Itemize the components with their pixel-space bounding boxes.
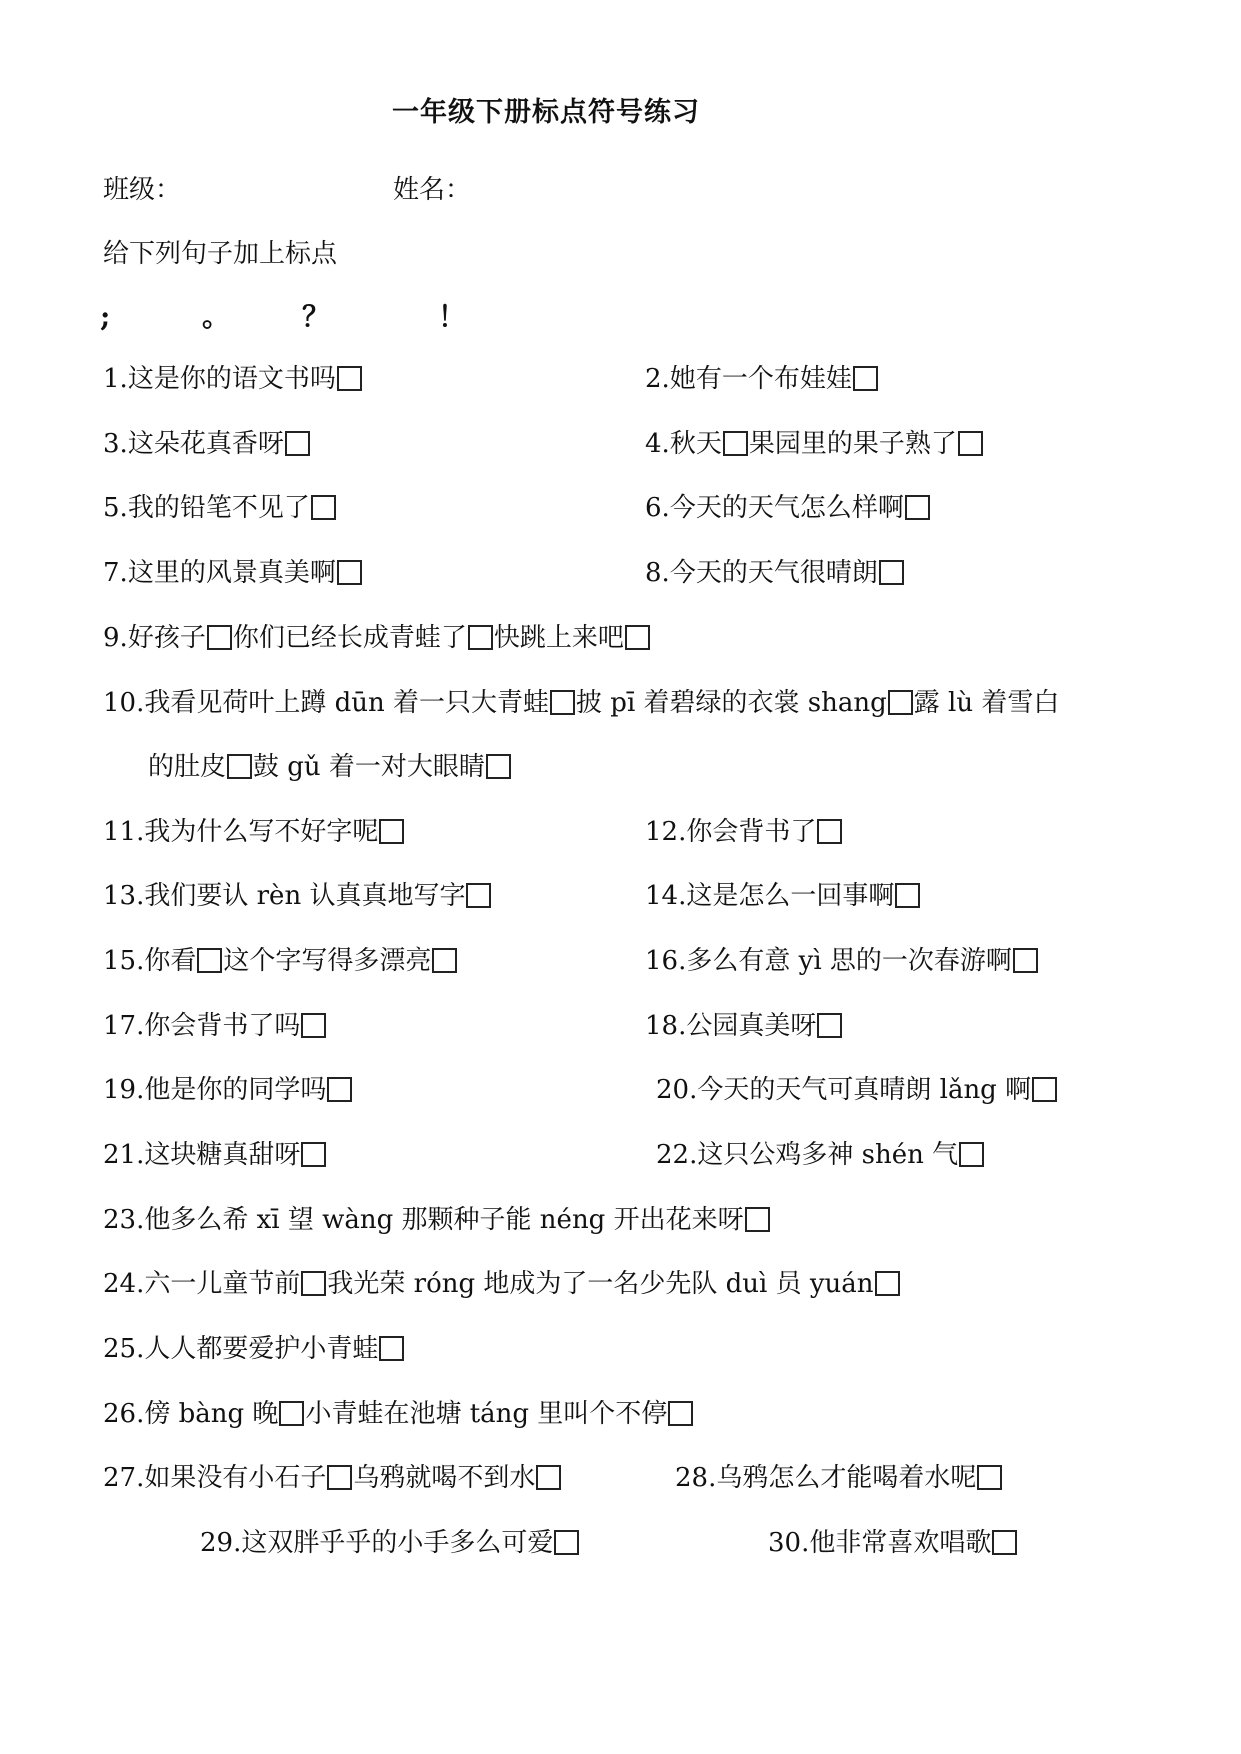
item-text: 披 pī 着碧绿的衣裳 shang [576,688,887,718]
item-text: 果园里的果子熟了 [748,429,957,459]
item-number: 6. [645,493,670,523]
exercise-item [103,1267,901,1301]
item-text: 多么有意 yì 思的一次春游啊 [686,946,1012,976]
item-number: 24. [103,1269,145,1299]
answer-box[interactable] [895,883,920,908]
exercise-item [103,1203,771,1237]
item-number: 1. [103,364,128,394]
item-number: 7. [103,558,128,588]
answer-box[interactable] [905,495,930,520]
answer-box[interactable] [536,1465,561,1490]
item-text: 这里的风景真美啊 [127,558,336,588]
item-text: 小青蛙在池塘 táng 里叫个不停 [305,1399,668,1429]
item-number: 29. [200,1528,242,1558]
item-number: 27. [103,1463,145,1493]
answer-box[interactable] [875,1271,900,1296]
answer-box[interactable] [554,1530,579,1555]
item-text: 今天的天气可真晴朗 lǎng 啊 [697,1075,1032,1105]
exercise-item [656,1138,985,1172]
answer-box[interactable] [466,883,491,908]
item-number: 3. [103,429,128,459]
answer-box[interactable] [301,1142,326,1167]
item-text: 他多么希 xī 望 wàng 那颗种子能 néng 开出花来呀 [144,1205,744,1235]
answer-box[interactable] [879,560,904,585]
answer-box[interactable] [486,754,511,779]
item-text: 秋天 [669,429,722,459]
exercise-item [645,491,931,525]
item-number: 5. [103,493,128,523]
item-text: 这朵花真香呀 [127,429,284,459]
item-text: 我的铅笔不见了 [127,493,310,523]
answer-box[interactable] [285,431,310,456]
item-text: 我光荣 róng 地成为了一名少先队 duì 员 yuán [327,1269,874,1299]
item-number: 8. [645,558,670,588]
answer-box[interactable] [958,431,983,456]
answer-box[interactable] [279,1401,304,1426]
exercise-item [103,815,405,849]
item-text: 公园真美呀 [686,1011,817,1041]
answer-box[interactable] [977,1465,1002,1490]
answer-box[interactable] [959,1142,984,1167]
item-text: 他是你的同学吗 [144,1075,327,1105]
exercise-item [645,879,921,913]
answer-box[interactable] [197,948,222,973]
exercise-item [645,944,1039,978]
item-text: 他非常喜欢唱歌 [809,1528,992,1558]
answer-box[interactable] [327,1077,352,1102]
item-text: 今天的天气很晴朗 [669,558,878,588]
item-text: 你们已经长成青蛙了 [232,623,467,653]
item-number: 19. [103,1075,145,1105]
answer-box[interactable] [432,948,457,973]
item-text: 你看 [144,946,197,976]
item-text: 鼓 gǔ 着一对大眼睛 [253,752,485,782]
item-number: 21. [103,1140,145,1170]
name-label: 姓名： [393,175,472,205]
answer-box[interactable] [888,690,913,715]
answer-box[interactable] [817,1013,842,1038]
item-text: 我们要认 rèn 认真真地写字 [144,881,466,911]
answer-box[interactable] [379,819,404,844]
exercise-item [768,1526,1018,1560]
item-number: 9. [103,623,128,653]
exercise-item [103,1073,353,1107]
item-number: 28. [675,1463,717,1493]
item-text: 你会背书了吗 [144,1011,301,1041]
instruction: 给下列句子加上标点 [103,239,338,269]
answer-box[interactable] [468,625,493,650]
exercise-item [103,427,311,461]
exercise-item [103,686,1059,720]
exercise-item [103,944,458,978]
punctuation-exclamation: ！ [438,300,467,333]
exercise-item [103,1461,562,1495]
punctuation-question: ？ [302,300,331,333]
answer-box[interactable] [1013,948,1038,973]
item-text: 露 lù 着雪白 [913,688,1060,718]
answer-box[interactable] [723,431,748,456]
answer-box[interactable] [1032,1077,1057,1102]
answer-box[interactable] [992,1530,1017,1555]
item-text: 这块糖真甜呀 [144,1140,301,1170]
answer-box[interactable] [625,625,650,650]
item-text: 这是你的语文书吗 [127,364,336,394]
exercise-item [645,556,905,590]
answer-box[interactable] [668,1401,693,1426]
item-text: 乌鸦就喝不到水 [353,1463,536,1493]
item-text: 今天的天气怎么样啊 [669,493,904,523]
answer-box[interactable] [207,625,232,650]
exercise-item [645,362,879,396]
item-number: 12. [645,817,687,847]
item-number: 15. [103,946,145,976]
answer-box[interactable] [379,1336,404,1361]
answer-box[interactable] [327,1465,352,1490]
item-text: 你会背书了 [686,817,817,847]
exercise-item [103,879,492,913]
exercise-item [645,427,984,461]
item-number: 26. [103,1399,145,1429]
punctuation-period: 。 [202,300,231,333]
item-text: 快跳上来吧 [493,623,624,653]
item-number: 16. [645,946,687,976]
item-text: 这双胖乎乎的小手多么可爱 [241,1528,554,1558]
item-text: 好孩子 [127,623,206,653]
class-label: 班级： [103,175,182,205]
answer-box[interactable] [311,495,336,520]
exercise-item [103,1332,405,1366]
item-text: 如果没有小石子 [144,1463,327,1493]
exercise-item [645,1009,843,1043]
item-number: 17. [103,1011,145,1041]
item-text: 我为什么写不好字呢 [144,817,379,847]
item-text: 我看见荷叶上蹲 dūn 着一只大青蛙 [144,688,550,718]
item-text: 这只公鸡多神 shén 气 [697,1140,959,1170]
item-number: 11. [103,817,145,847]
item-number: 22. [656,1140,698,1170]
item-text: 这个字写得多漂亮 [223,946,432,976]
item-number: 20. [656,1075,698,1105]
item-text: 人人都要爱护小青蛙 [144,1334,379,1364]
exercise-item [103,556,363,590]
item-number: 18. [645,1011,687,1041]
answer-box[interactable] [337,366,362,391]
exercise-item [103,1397,694,1431]
exercise-item [103,621,651,655]
punctuation-semicolon: ; [100,300,111,333]
item-number: 23. [103,1205,145,1235]
exercise-item [645,815,843,849]
exercise-item [103,1138,327,1172]
answer-box[interactable] [301,1271,326,1296]
item-number: 30. [768,1528,810,1558]
answer-box[interactable] [745,1207,770,1232]
item-text: 她有一个布娃娃 [669,364,852,394]
page-title: 一年级下册标点符号练习 [392,97,700,128]
answer-box[interactable] [301,1013,326,1038]
item-text: 的肚皮 [148,752,227,782]
item-text: 乌鸦怎么才能喝着水呢 [716,1463,977,1493]
item-number: 14. [645,881,687,911]
answer-box[interactable] [817,819,842,844]
item-text: 傍 bàng 晚 [144,1399,279,1429]
exercise-item [103,362,363,396]
answer-box[interactable] [853,366,878,391]
answer-box[interactable] [550,690,575,715]
item-text: 这是怎么一回事啊 [686,881,895,911]
item-text: 六一儿童节前 [144,1269,301,1299]
item-number: 13. [103,881,145,911]
exercise-item [200,1526,580,1560]
item-number: 2. [645,364,670,394]
answer-box[interactable] [337,560,362,585]
answer-box[interactable] [227,754,252,779]
item-number: 25. [103,1334,145,1364]
exercise-item [656,1073,1058,1107]
exercise-item [675,1461,1003,1495]
exercise-item [148,750,512,784]
item-number: 4. [645,429,670,459]
item-number: 10. [103,688,145,718]
exercise-item [103,1009,327,1043]
exercise-item [103,491,337,525]
